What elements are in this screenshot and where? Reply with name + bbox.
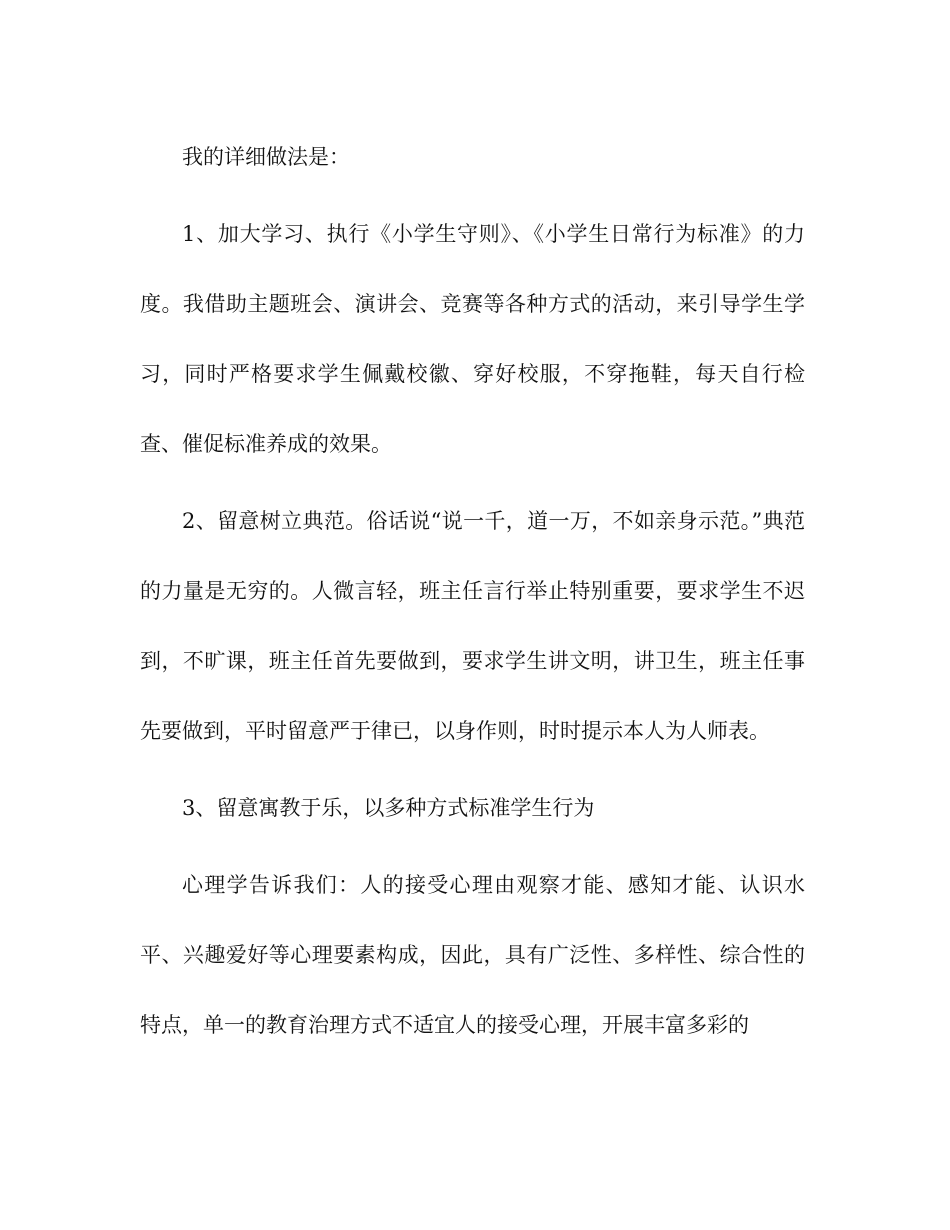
paragraph-point-2: 2、留意树立典范。俗话说“说一千，道一万，不如亲身示范。”典范的力量是无穷的。人微言轻，班主任言行举止特别重要，要求学生不迟到，不旷课，班主任首先要做到，要求学生讲文明，讲卫生，班主任事先要做到，平时留意严于律已，以身作则，时时提示本人为人师表。 xyxy=(140,509,805,743)
paragraph-intro: 我的详细做法是： xyxy=(182,145,350,169)
paragraph-point-3-heading: 3、留意寓教于乐，以多种方式标准学生行为 xyxy=(182,796,595,820)
paragraph-point-3-body: 心理学告诉我们：人的接受心理由观察才能、感知才能、认识水平、兴趣爱好等心理要素构成，因此，具有广泛性、多样性、综合性的特点，单一的教育治理方式不适宜人的接受心理，开展丰富多彩的 xyxy=(140,873,805,1037)
paragraph-point-1: 1、加大学习、执行《小学生守则》、《小学生日常行为标准》的力度。我借助主题班会、演讲会、竞赛等各种方式的活动，来引导学生学习，同时严格要求学生佩戴校徽、穿好校服，不穿拖鞋，每天自行检查、催促标准养成的效果。 xyxy=(140,222,805,456)
document-body xyxy=(140,122,805,1067)
